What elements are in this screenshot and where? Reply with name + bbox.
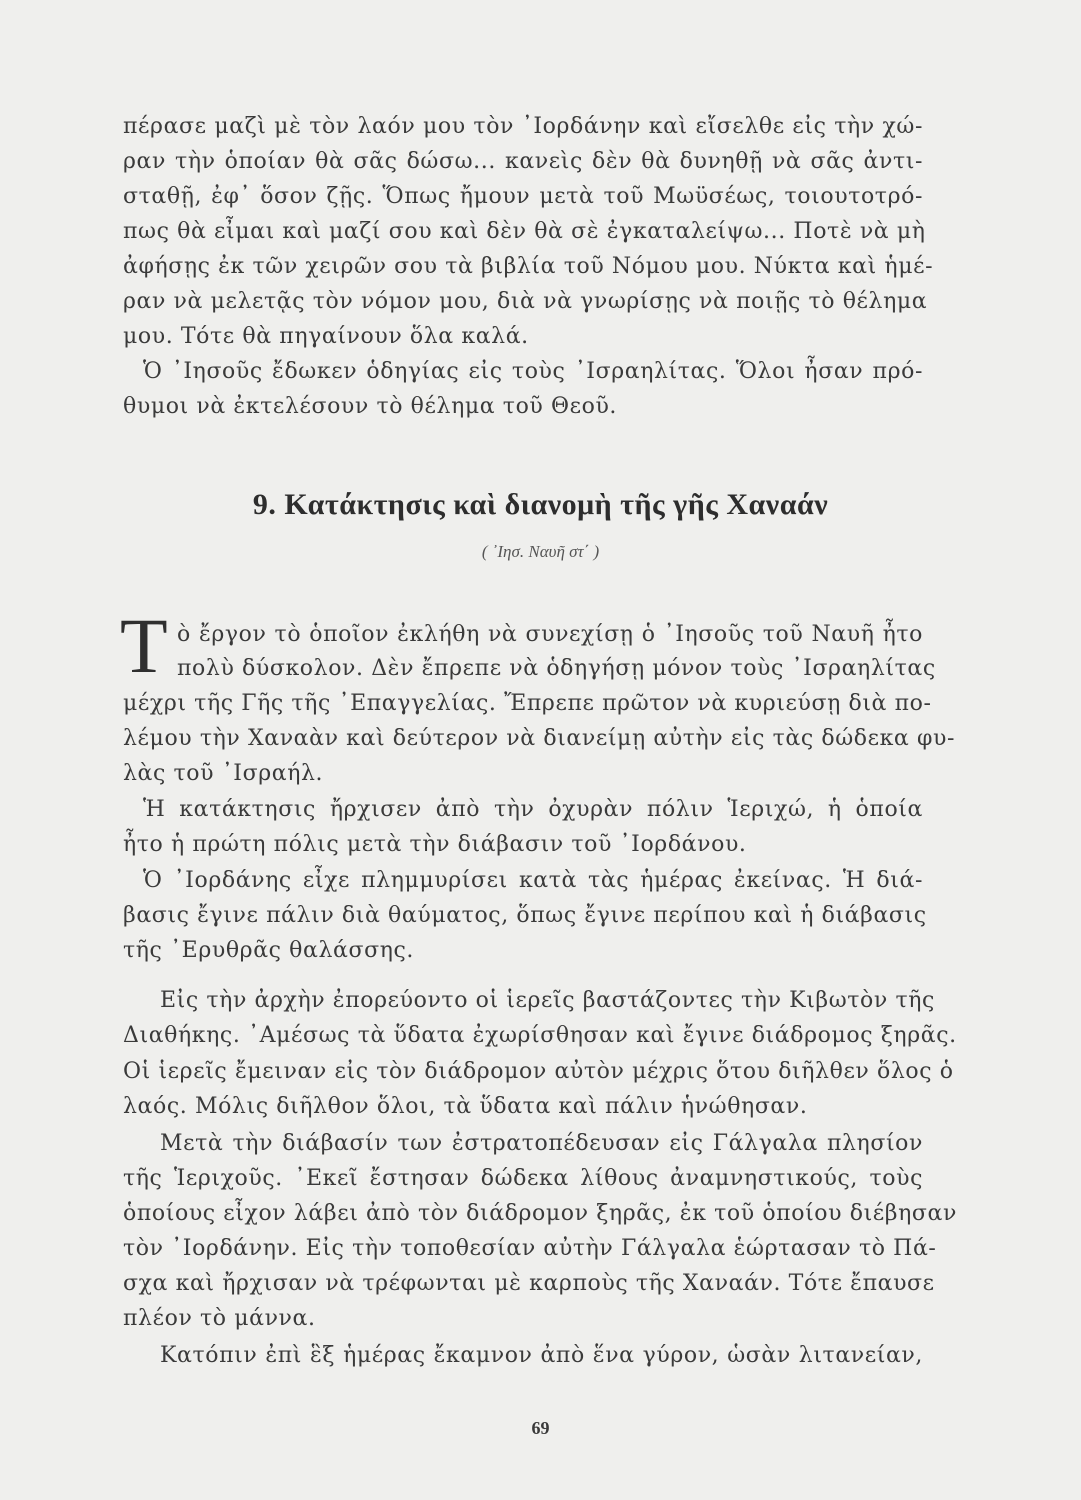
text-line: Διαθήκης. ᾿Αμέσως τὰ ὕδατα ἐχωρίσθησαν καὶ ἔγινε διάδρομος ξηρᾶς. bbox=[123, 1023, 957, 1048]
section-title: 9. Κατάκτησις καὶ διανομὴ τῆς γῆς Χαναάν bbox=[252, 488, 829, 521]
text-line: λέμου τὴν Χαναὰν καὶ δεύτερον νὰ διανείμῃ αὐτὴν εἰς τὰς δώδεκα φυ- bbox=[123, 726, 955, 751]
text-line: Εἰς τὴν ἀρχὴν ἐπορεύοντο οἱ ἱερεῖς βαστάζοντες τὴν Κιβωτὸν τῆς bbox=[160, 988, 935, 1013]
text-line: ἦτο ἡ πρώτη πόλις μετὰ τὴν διάβασιν τοῦ ᾿Ιορδάνου. bbox=[123, 832, 747, 857]
text-line: πέρασε μαζὶ μὲ τὸν λαόν μου τὸν ᾿Ιορδάνην καὶ εἴσελθε εἰς τὴν χώ- bbox=[123, 114, 923, 139]
text-line: σχα καὶ ἤρχισαν νὰ τρέφωνται μὲ καρποὺς τῆς Χαναάν. Τότε ἔπαυσε bbox=[123, 1271, 935, 1296]
text-line: πλέον τὸ μάννα. bbox=[123, 1306, 316, 1331]
text-line: μου. Τότε θὰ πηγαίνουν ὅλα καλά. bbox=[123, 324, 529, 349]
text-line: τῆς Ἱεριχοῦς. ᾿Εκεῖ ἔστησαν δώδεκα λίθους ἀναμνηστικούς, τοὺς bbox=[123, 1166, 923, 1191]
text-line: Μετὰ τὴν διάβασίν των ἐστρατοπέδευσαν εἰς Γάλγαλα πλησίον bbox=[160, 1131, 923, 1156]
text-line: τῆς ᾿Ερυθρᾶς θαλάσσης. bbox=[123, 938, 415, 963]
text-line: ἀφήσῃς ἐκ τῶν χειρῶν σου τὰ βιβλία τοῦ Νόμου μου. Νύκτα καὶ ἡμέ- bbox=[123, 254, 934, 279]
text-line: ραν νὰ μελετᾷς τὸν νόμον μου, διὰ νὰ γνωρίσῃς νὰ ποιῇς τὸ θέλημα bbox=[123, 289, 928, 314]
page-number: 69 bbox=[531, 1418, 550, 1438]
text-line: Οἱ ἱερεῖς ἔμειναν εἰς τὸν διάδρομον αὐτὸν μέχρις ὅτου διῆλθεν ὅλος ὁ bbox=[123, 1059, 954, 1084]
text-line: βασις ἔγινε πάλιν διὰ θαύματος, ὅπως ἔγινε περίπου καὶ ἡ διάβασις bbox=[123, 903, 927, 928]
drop-cap: Τ bbox=[120, 602, 168, 689]
text-line: ὁποίους εἶχον λάβει ἀπὸ τὸν διάδρομον ξηρᾶς, ἐκ τοῦ ὁποίου διέβησαν bbox=[123, 1201, 957, 1226]
text-line: ραν τὴν ὁποίαν θὰ σᾶς δώσω... κανεὶς δὲν θὰ δυνηθῇ νὰ σᾶς ἀντι- bbox=[123, 149, 923, 174]
text-line: τὸν ᾿Ιορδάνην. Εἰς τὴν τοποθεσίαν αὐτὴν Γάλγαλα ἑώρτασαν τὸ Πά- bbox=[123, 1236, 937, 1261]
text-line: Ὁ ᾿Ιορδάνης εἶχε πλημμυρίσει κατὰ τὰς ἡμέρας ἐκείνας. Ἡ διά- bbox=[143, 868, 923, 893]
scripture-reference: ( ᾿Ιησ. Ναυῆ στ΄ ) bbox=[481, 542, 600, 561]
text-line: λὰς τοῦ ᾿Ισραήλ. bbox=[123, 761, 324, 786]
text-line: ὸ ἔργον τὸ ὁποῖον ἐκλήθη νὰ συνεχίσῃ ὁ ᾿Ιησοῦς τοῦ Ναυῆ ἦτο bbox=[177, 622, 923, 647]
text-line: σταθῇ, ἐφ᾿ ὅσον ζῇς. Ὅπως ἤμουν μετὰ τοῦ Μωϋσέως, τοιουτοτρό- bbox=[123, 184, 923, 209]
text-line: λαός. Μόλις διῆλθον ὅλοι, τὰ ὕδατα καὶ πάλιν ἡνώθησαν. bbox=[123, 1094, 808, 1119]
text-line: Ἡ κατάκτησις ἤρχισεν ἀπὸ τὴν ὀχυρὰν πόλιν Ἱεριχώ, ἡ ὁποία bbox=[143, 797, 923, 822]
text-line: Κατόπιν ἐπὶ ἓξ ἡμέρας ἔκαμνον ἀπὸ ἕνα γύρον, ὡσὰν λιτανείαν, bbox=[160, 1343, 923, 1368]
text-line: πολὺ δύσκολον. Δὲν ἔπρεπε νὰ ὁδηγήσῃ μόνον τοὺς ᾿Ισραηλίτας bbox=[177, 656, 936, 681]
text-line: Ὁ ᾿Ιησοῦς ἔδωκεν ὁδηγίας εἰς τοὺς ᾿Ισραηλίτας. Ὅλοι ἦσαν πρό- bbox=[143, 359, 923, 384]
text-line: μέχρι τῆς Γῆς τῆς ᾿Επαγγελίας. Ἔπρεπε πρῶτον νὰ κυριεύσῃ διὰ πο- bbox=[123, 691, 932, 716]
text-line: θυμοι νὰ ἐκτελέσουν τὸ θέλημα τοῦ Θεοῦ. bbox=[123, 394, 618, 419]
text-line: πως θὰ εἶμαι καὶ μαζί σου καὶ δὲν θὰ σὲ ἐγκαταλείψω... Ποτὲ νὰ μὴ bbox=[123, 219, 926, 244]
